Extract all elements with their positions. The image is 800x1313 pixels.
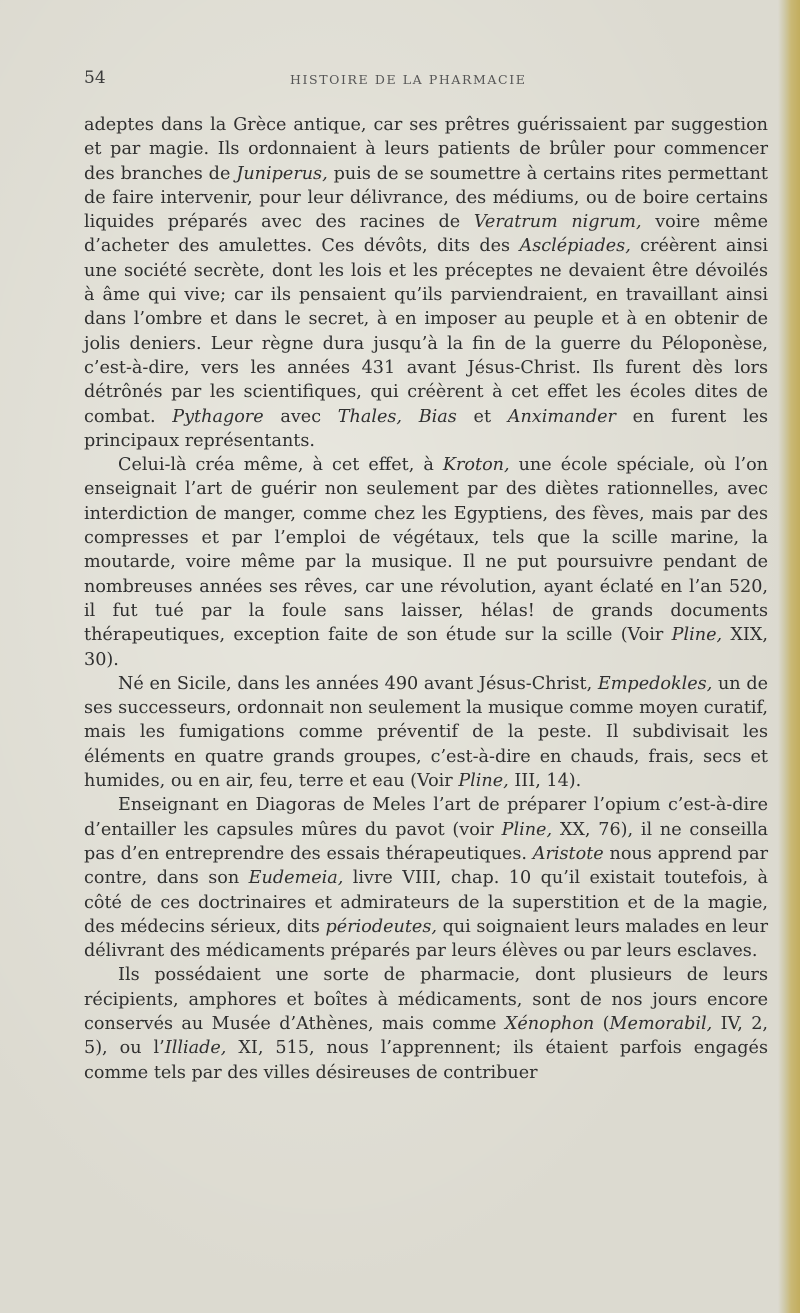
- text-run: III, 14).: [508, 771, 582, 792]
- body-text: [84, 113, 768, 1085]
- italic-text: Xénophon: [504, 1013, 595, 1034]
- italic-text: Pline,: [501, 819, 553, 840]
- page-header: [84, 64, 744, 94]
- paragraph: [84, 963, 768, 1084]
- italic-text: Anximander: [507, 406, 616, 427]
- text-run: XIX, 30).: [84, 625, 768, 670]
- text-run: voire même d’acheter des amulettes. Ces dévôts, dits des: [84, 212, 768, 257]
- text-run: un de ses successeurs, ordonnait non seulement la musique comme moyen curatif, mais les fumigations comme préventif de la peste. Il subdivisait les éléments en quatre grands groupes, c’est-à-dire en chauds, frais, secs et humides, ou en air, feu, terre et eau (Voir: [84, 673, 769, 792]
- paragraph: [84, 453, 768, 672]
- italic-text: Pythagore: [172, 406, 264, 427]
- text-run: XI, 515, nous l’apprennent; ils étaient parfois engagés comme tels par des villes désireuses de contribuer: [84, 1038, 768, 1083]
- italic-text: Asclépiades,: [519, 236, 631, 257]
- text-run: adeptes dans la Grèce antique, car ses prêtres guérissaient par suggestion et par magie. Ils ordonnaient à leurs patients de brûler pour commencer des branches de: [84, 115, 768, 184]
- text-run: (: [594, 1013, 610, 1034]
- text-run: en furent les principaux représentants.: [84, 406, 769, 451]
- text-run: avec: [263, 406, 338, 427]
- text-run: Né en Sicile, dans les années 490 avant Jésus-Christ,: [118, 673, 598, 694]
- italic-text: périodeutes,: [325, 916, 437, 937]
- italic-text: Juniperus,: [236, 163, 328, 184]
- paragraph: [84, 113, 768, 453]
- text-run: XX, 76), il ne conseilla pas d’en entreprendre des essais thérapeutiques.: [84, 819, 768, 864]
- italic-text: Memorabil,: [609, 1013, 713, 1034]
- text-run: Enseignant en Diagoras de Meles l’art de préparer l’opium c’est-à-dire d’entailler les capsules mûres du pavot (voir: [84, 795, 768, 840]
- italic-text: Kroton,: [442, 455, 510, 476]
- text-run: IV, 2, 5), ou l’: [84, 1013, 768, 1059]
- italic-text: Illiade,: [164, 1038, 227, 1059]
- italic-text: Thales, Bias: [337, 406, 457, 427]
- running-head: HISTOIRE DE LA PHARMACIE: [290, 72, 527, 87]
- page-edge: [778, 0, 800, 1313]
- paragraph: [84, 793, 768, 963]
- text-run: puis de se soumettre à certains rites permettant de faire intervenir, pour leur délivrance, des médiums, ou de boire certains liquides préparés avec des racines de: [84, 163, 768, 233]
- paragraph: [84, 672, 768, 793]
- text-run: Celui-là créa même, à cet effet, à: [118, 455, 443, 476]
- italic-text: Eudemeia,: [248, 868, 344, 889]
- italic-text: Veratrum nigrum,: [473, 212, 642, 233]
- text-run: Ils possédaient une sorte de pharmacie, dont plusieurs de leurs récipients, amphores et boîtes à médicaments, sont de nos jours encore conservés au Musée d’Athènes, mais comme: [84, 965, 768, 1034]
- text-run: créèrent ainsi une société secrète, dont les lois et les préceptes ne devaient être dévoilés à âme qui vive; car ils pensaient qu’ils parviendraient, en travaillant ainsi dans l’ombre et dans le secret, à en imposer au peuple et à en obtenir de jolis deniers. Leur règne dura jusqu’à la fin de la guerre du Péloponèse, c’est-à-dire, vers les années 431 avant Jésus-Christ. Ils furent dès lors détrônés par les scientifiques, qui créèrent à cet effet les écoles dites de combat.: [84, 236, 768, 427]
- text-run: et: [456, 406, 508, 427]
- page-number: 54: [84, 68, 106, 88]
- italic-text: Pline,: [458, 771, 509, 792]
- italic-text: Pline,: [671, 625, 723, 646]
- text-run: une école spéciale, où l’on enseignait l’art de guérir non seulement par des diètes rationnelles, avec interdiction de manger, comme chez les Egyptiens, des fèves, mais par des compresses et par l’emploi de végétaux, tels que la scille marine, la moutarde, voire même par la musique. Il ne put poursuivre pendant de nombreuses années ses rêves, car une révolution, ayant éclaté en l’an 520, il fut tué par la foule sans laisser, hélas! de grands documents thérapeutiques, exception faite de son étude sur la scille (Voir: [84, 455, 768, 646]
- text-run: nous apprend par contre, dans son: [84, 843, 769, 889]
- italic-text: Aristote: [532, 843, 604, 864]
- text-run: livre VIII, chap. 10 qu’il existait toutefois, à côté de ces doctrinaires et admirateurs de la superstition et de la magie, des médecins sérieux, dits: [84, 868, 768, 937]
- italic-text: Empedokles,: [597, 673, 713, 694]
- text-run: qui soignaient leurs malades en leur délivrant des médicaments préparés par leurs élèves ou par leurs esclaves.: [84, 916, 768, 962]
